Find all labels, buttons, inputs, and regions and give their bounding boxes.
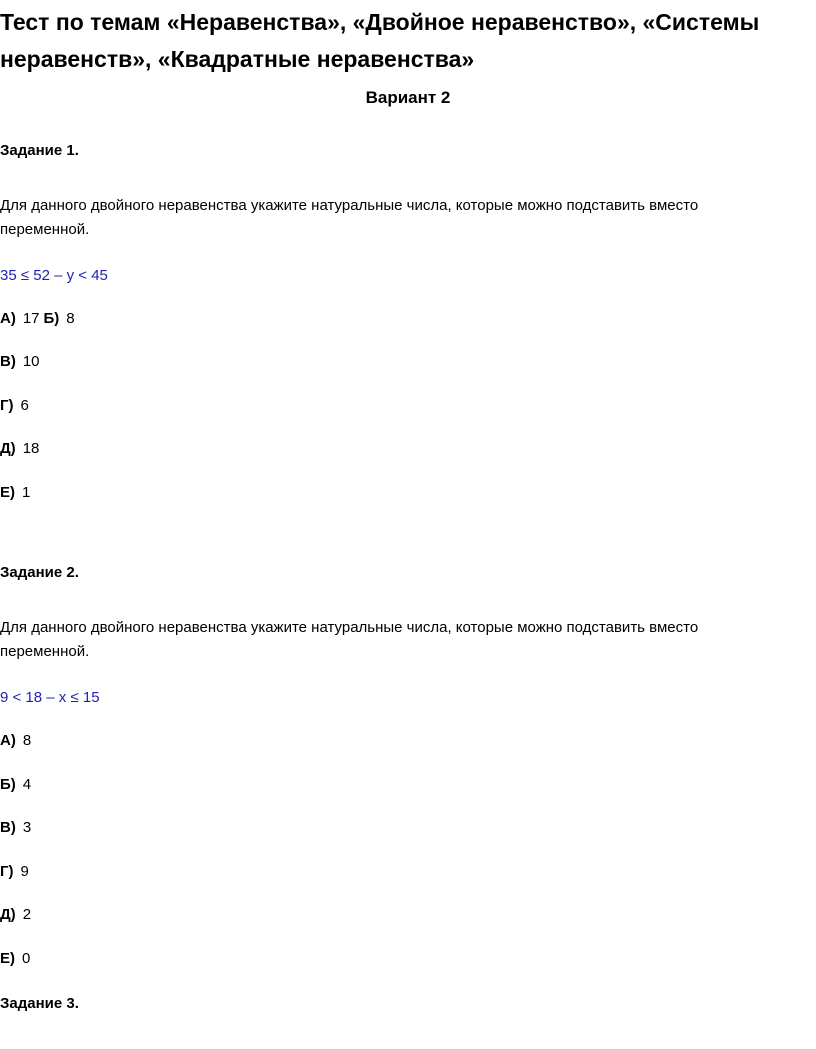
task-1-option-d-value: 18 bbox=[22, 440, 40, 457]
task-2-option-g bbox=[0, 862, 29, 882]
task-2-option-d-value: 2 bbox=[22, 906, 32, 923]
task-2-option-e bbox=[0, 949, 30, 969]
task-2-option-v bbox=[0, 818, 31, 838]
task-2-option-d-letter: Д) bbox=[0, 906, 16, 923]
task-2-option-e-value: 0 bbox=[22, 950, 31, 967]
task-2-text: Для данного двойного неравенства укажите натуральные числа, которые можно подставить вместо переменной. bbox=[0, 619, 699, 660]
task-3-heading: Задание 3. bbox=[0, 995, 79, 1012]
task-2-option-b bbox=[0, 775, 31, 795]
task-1-option-d-letter: Д) bbox=[0, 440, 16, 457]
task-2-option-e-letter: Е) bbox=[0, 950, 15, 967]
task-2-option-d bbox=[0, 905, 31, 925]
task-2-option-v-letter: В) bbox=[0, 819, 16, 836]
task-2-option-a-letter: А) bbox=[0, 732, 16, 749]
task-1-option-v bbox=[0, 352, 40, 372]
task-1-option-d bbox=[0, 439, 39, 459]
document-title: Тест по темам «Неравенства», «Двойное неравенство», «Системы неравенств», «Квадратные неравенства» bbox=[0, 9, 760, 72]
task-2-heading: Задание 2. bbox=[0, 564, 79, 581]
task-1-expression: 35 ≤ 52 – y < 45 bbox=[0, 267, 108, 284]
task-1-option-v-letter: В) bbox=[0, 353, 16, 370]
task-1-option-b-letter: Б) bbox=[43, 310, 60, 327]
task-1-option-a-letter: А) bbox=[0, 310, 16, 327]
task-1-option-a-value: 17 bbox=[22, 310, 40, 327]
task-1-option-g-value: 6 bbox=[20, 397, 29, 414]
task-2-option-g-letter: Г) bbox=[0, 863, 14, 880]
task-1-option-g bbox=[0, 396, 29, 416]
task-2-expression: 9 < 18 – x ≤ 15 bbox=[0, 689, 100, 706]
task-2-option-a-value: 8 bbox=[22, 732, 32, 749]
variant-label: Вариант 2 bbox=[365, 88, 451, 107]
task-1-option-b-value: 8 bbox=[66, 310, 75, 327]
task-1-option-e-value: 1 bbox=[22, 484, 31, 501]
task-1-option-v-value: 10 bbox=[22, 353, 40, 370]
task-2-option-b-value: 4 bbox=[22, 776, 32, 793]
task-2-option-g-value: 9 bbox=[20, 863, 29, 880]
task-2-option-b-letter: Б) bbox=[0, 776, 16, 793]
task-1-option-row-ab bbox=[0, 309, 75, 329]
task-1-option-g-letter: Г) bbox=[0, 397, 14, 414]
task-1-option-e-letter: Е) bbox=[0, 484, 15, 501]
task-1-text: Для данного двойного неравенства укажите натуральные числа, которые можно подставить вместо переменной. bbox=[0, 197, 699, 238]
task-2-option-a bbox=[0, 731, 31, 751]
task-2-option-v-value: 3 bbox=[22, 819, 32, 836]
task-1-option-e bbox=[0, 483, 30, 503]
task-1-heading: Задание 1. bbox=[0, 142, 79, 159]
